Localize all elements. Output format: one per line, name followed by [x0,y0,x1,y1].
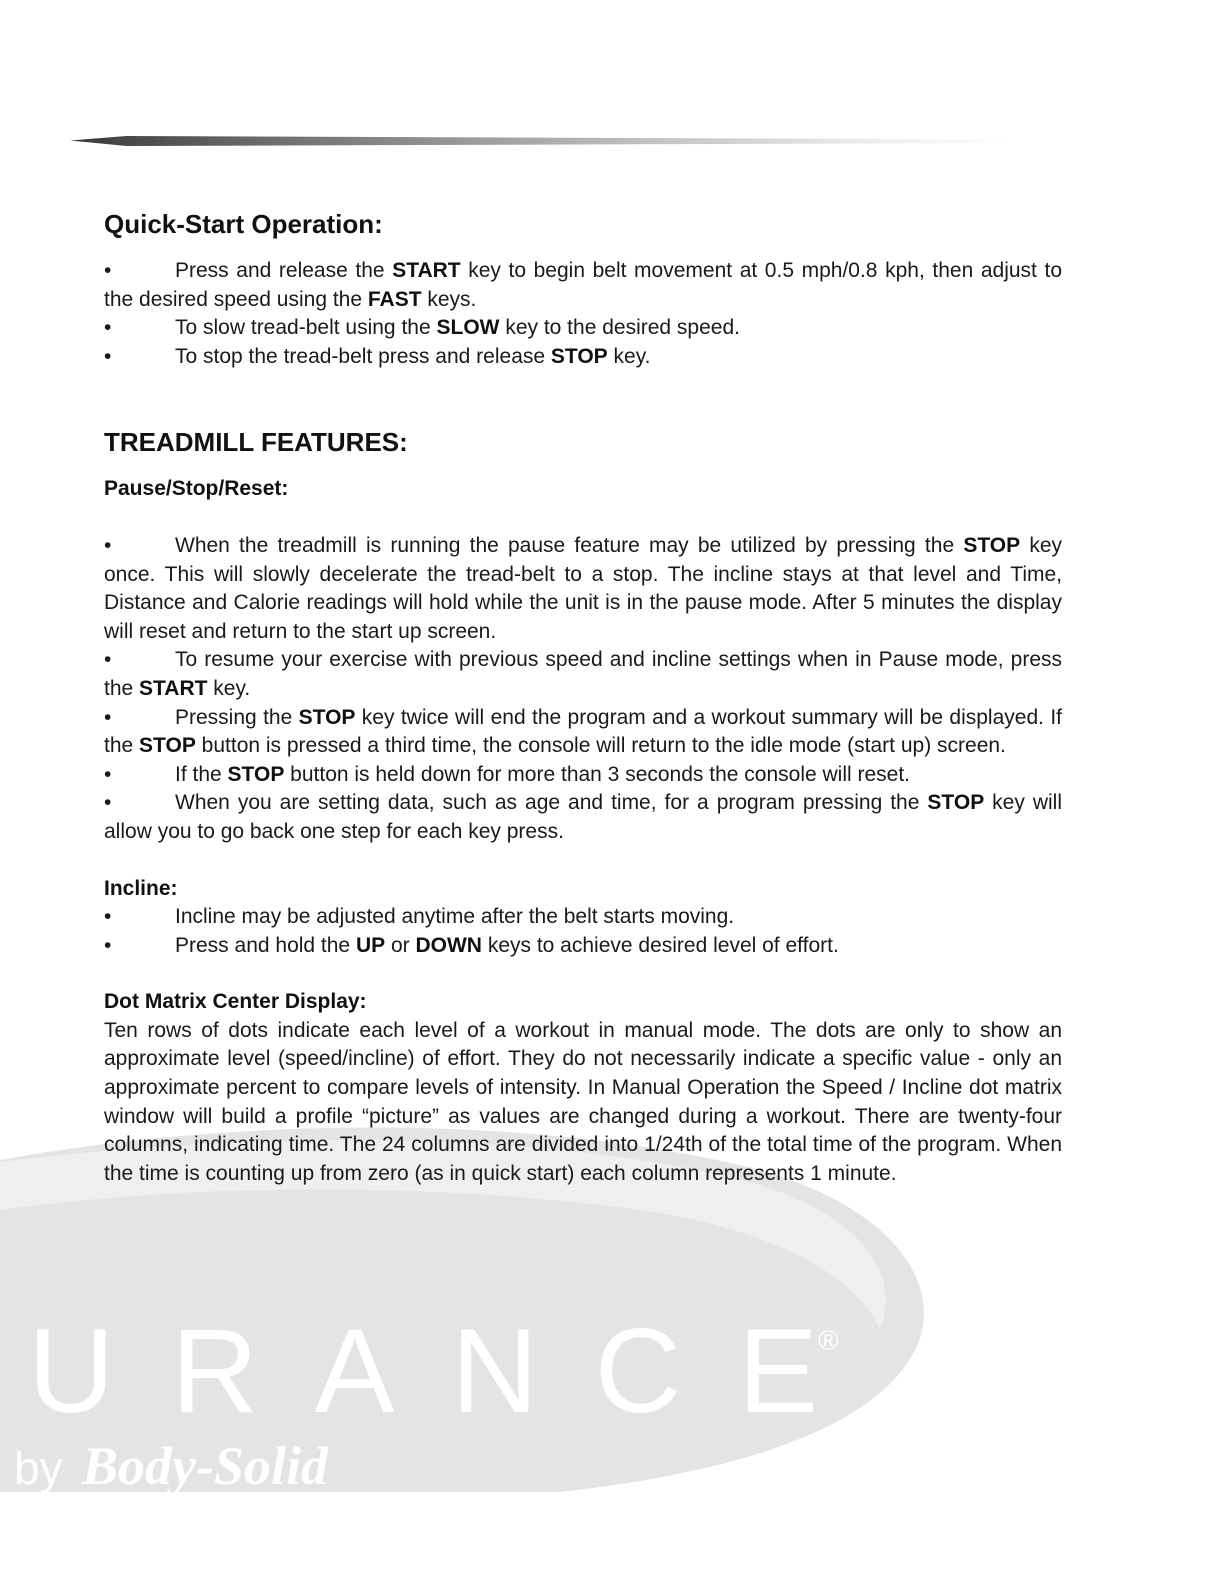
bullet-dot-icon: • [104,533,112,557]
bullet-dot-icon: • [104,905,112,929]
bullet-item [104,343,1062,372]
bullet-text: To slow tread-belt using the [175,316,437,340]
bullet-item [104,704,1062,761]
bullet-item [104,532,1062,646]
key-name: STOP [227,762,285,786]
bullet-text: key. [607,344,651,368]
header-rule [70,136,1010,146]
bullet-text: To stop the tread-belt press and release [175,344,551,368]
bullet-text: When the treadmill is running the pause feature may be utilized by pressing the [175,533,964,557]
quick-start-heading: Quick-Start Operation: [104,209,383,239]
bullet-dot-icon: • [104,762,112,786]
bullet-text: Pressing the [175,705,299,729]
bullet-item [104,932,1062,961]
bullet-dot-icon: • [104,316,112,340]
bullet-text: or [385,933,416,957]
bullet-text: If the [175,762,228,786]
key-name: DOWN [415,933,482,957]
bullet-text: key to begin belt movement at 0.5 mph/0.8 kph, then adjust to the desired speed using the [104,259,1062,311]
bullet-item [104,789,1062,846]
document-body [104,205,1062,1188]
pause-stop-reset-list [104,532,1062,847]
bullet-text: key to the desired speed. [499,316,740,340]
watermark-brand: URANCE [28,1304,818,1438]
key-name: SLOW [436,316,500,340]
bullet-dot-icon: • [104,933,112,957]
key-name: STOP [139,734,196,758]
bullet-item [104,903,1062,932]
bullet-dot-icon: • [104,259,112,282]
bullet-text: key will allow you to go back one step for each key press. [104,791,1063,843]
key-name: FAST [367,287,422,311]
watermark-registered: ® [818,1325,839,1356]
bullet-item [104,257,1062,314]
watermark-maker: Body-Solid [82,1436,329,1496]
bullet-dot-icon: • [104,705,112,729]
pause-stop-reset-heading: Pause/Stop/Reset: [104,477,289,501]
key-name: STOP [550,344,608,368]
key-name: UP [355,933,386,957]
bullet-text: key twice will end the program and a workout summary will be displayed. If the [104,705,1062,758]
bullet-text: button is pressed a third time, the console will return to the idle mode (start up) screen. [195,734,1006,758]
quick-start-list [104,257,1062,371]
key-name: STOP [963,533,1021,557]
dot-matrix-paragraph: Ten rows of dots indicate each level of a workout in manual mode. The dots are only to show an approximate level (speed/incline) of effort. They do not necessarily indicate a specific value - only an approximate percent to compare levels of intensity. In Manual Operation the Speed / Incline dot matrix window will build a profile “picture” as values are changed during a workout. There are twenty-four columns, indicating time. The 24 columns are divided into 1/24th of the total time of the program. When the time is counting up from zero (as in quick start) each column represents 1 minute. [104,1018,1062,1185]
bullet-item [104,761,1062,790]
incline-heading: Incline: [104,876,178,900]
key-name: START [392,259,461,282]
bullet-text: button is held down for more than 3 seconds the console will reset. [284,762,911,786]
bullet-text: keys. [421,287,477,311]
bullet-text: Press and release the [175,259,393,282]
watermark-by: by [14,1442,63,1494]
bullet-text: key once. This will slowly decelerate the tread-belt to a stop. The incline stays at that level and Time, Distance and Calorie readings will hold while the unit is in the pause mode. After 5 minutes the display will reset and return to the start up screen. [104,533,1063,643]
key-name: START [139,676,208,700]
bullet-item [104,314,1062,343]
bullet-text: Press and hold the [175,933,356,957]
bullet-item [104,646,1062,703]
key-name: STOP [927,791,985,815]
bullet-text: keys to achieve desired level of effort. [481,933,839,957]
bullet-dot-icon: • [104,791,112,815]
bullet-text: To resume your exercise with previous speed and incline settings when in Pause mode, press the [104,648,1062,700]
bullet-text: key. [207,676,251,700]
key-name: STOP [298,705,356,729]
bullet-text: Incline may be adjusted anytime after the belt starts moving. [175,905,735,929]
bullet-text: When you are setting data, such as age and time, for a program pressing the [175,791,928,815]
bullet-dot-icon: • [104,344,112,368]
incline-list [104,903,1062,960]
features-heading: TREADMILL FEATURES: [104,427,408,458]
bullet-dot-icon: • [104,648,112,672]
dot-matrix-heading: Dot Matrix Center Display: [104,990,367,1014]
